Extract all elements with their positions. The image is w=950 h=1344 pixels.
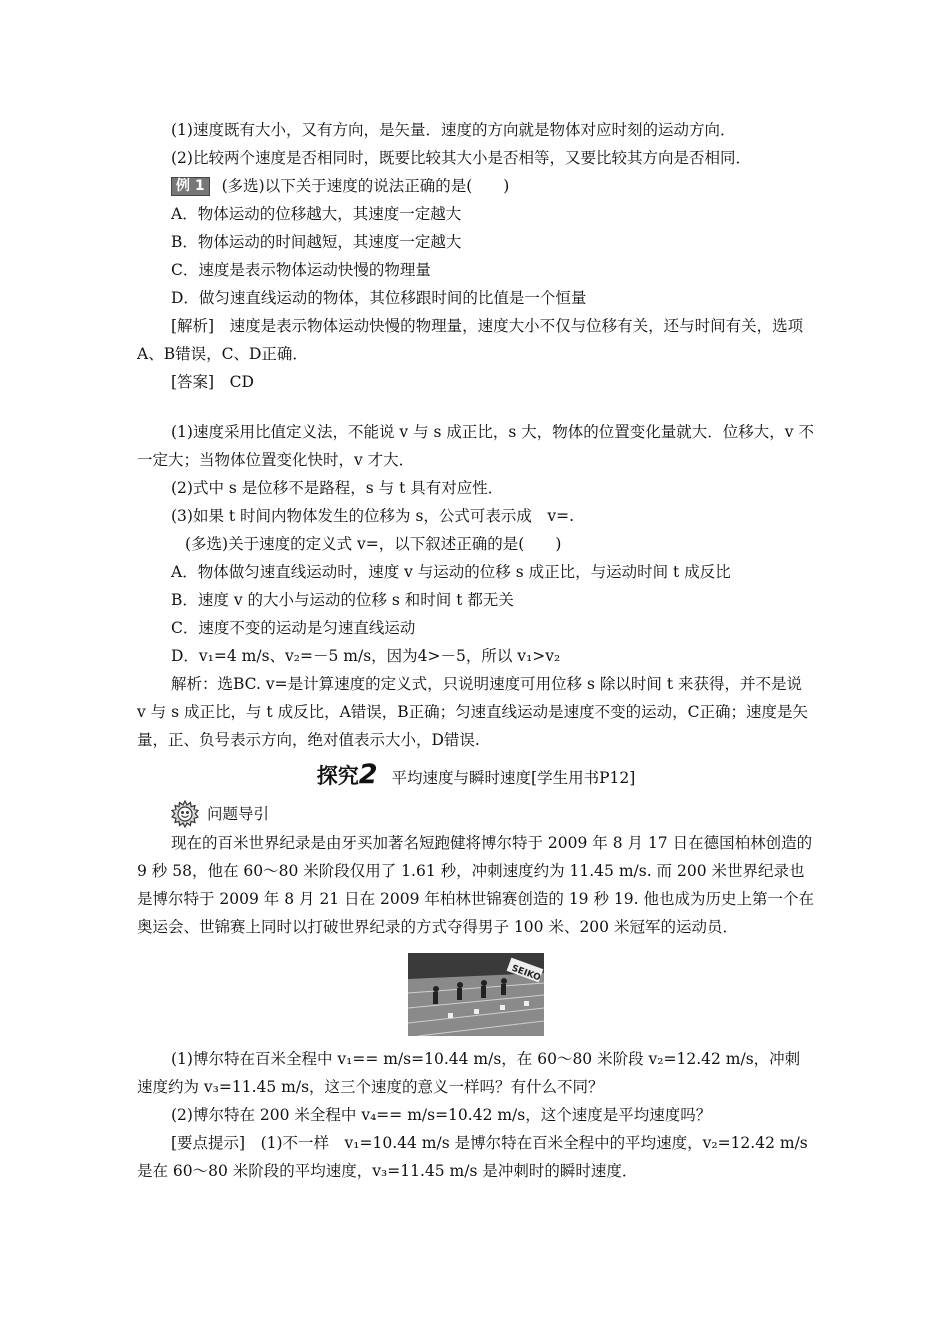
note-paragraph: (1)速度既有大小，又有方向，是矢量．速度的方向就是物体对应时刻的运动方向． <box>171 121 736 139</box>
spacer <box>137 396 815 418</box>
option-c: C．速度是表示物体运动快慢的物理量 <box>171 261 431 279</box>
photo-sign-text: SEIKO <box>510 963 542 984</box>
question-paragraph: (1)博尔特在百米全程中 v₁== m/s=10.44 m/s，在 60～80 米阶段 v₂=12.42 m/s，冲刺速度约为 v₃=11.45 m/s，这三个速度的意义一样吗？有什么不同？ <box>137 1050 801 1096</box>
note-paragraph: (2)比较两个速度是否相同时，既要比较其大小是否相等，又要比较其方向是否相同． <box>171 149 751 167</box>
section-heading <box>137 756 815 797</box>
exercise-option-d: D．v₁=4 m/s、v₂=－5 m/s，因为4>－5，所以 v₁>v₂ <box>171 647 561 665</box>
exercise-option-b: B．速度 v 的大小与运动的位移 s 和时间 t 都无关 <box>171 591 514 609</box>
photo-container <box>137 941 815 1045</box>
content <box>137 116 815 1185</box>
analysis-paragraph: [解析] 速度是表示物体运动快慢的物理量，速度大小不仅与位移有关，还与时间有关，选项A、B错误，C、D正确． <box>137 317 804 363</box>
answer-line: [答案] CD <box>171 373 254 391</box>
note-paragraph: (3)如果 t 时间内物体发生的位移为 s，公式可表示成 v=. <box>171 507 575 525</box>
example-badge: 例 1 <box>171 177 210 196</box>
section-number: 2 <box>358 759 378 790</box>
note-paragraph: (2)式中 s 是位移不是路程，s 与 t 具有对应性． <box>171 479 504 497</box>
exercise-analysis: 解析：选BC. v=是计算速度的定义式，只说明速度可用位移 s 除以时间 t 来获得，并不是说 v 与 s 成正比，与 t 成反比，A错误，B正确；匀速直线运动是速度不变的运动，C正确；速度是矢量，正、负号表示方向，绝对值表示大小，D错误. <box>137 675 809 749</box>
option-d: D．做匀速直线运动的物体，其位移跟时间的比值是一个恒量 <box>171 289 587 307</box>
option-a: A．物体运动的位移越大，其速度一定越大 <box>171 205 462 223</box>
question-paragraph: (2)博尔特在 200 米全程中 v₄== m/s=10.42 m/s，这个速度是平均速度吗？ <box>171 1106 712 1124</box>
tips-paragraph: [要点提示] (1)不一样 v₁=10.44 m/s 是博尔特在百米全程中的平均速度，v₂=12.42 m/s 是在 60～80 米阶段的平均速度，v₃=11.45 m/s 是冲刺时的瞬时速度． <box>137 1134 808 1180</box>
guide-label: 问题导引 <box>207 805 270 823</box>
sprint-race-photo <box>408 953 544 1036</box>
exercise-option-a: A．物体做匀速直线运动时，速度 v 与运动的位移 s 成正比，与运动时间 t 成反比 <box>171 563 731 581</box>
section-heading-label: 探究 <box>316 764 359 788</box>
example-stem-text: (多选)以下关于速度的说法正确的是( ) <box>221 177 510 195</box>
note-paragraph: (1)速度采用比值定义法，不能说 v 与 s 成正比，s 大，物体的位置变化量就大．位移大，v 不一定大；当物体位置变化快时，v 才大． <box>137 423 814 469</box>
exercise-option-c: C．速度不变的运动是匀速直线运动 <box>171 619 416 637</box>
example-stem <box>137 172 815 200</box>
question-guide <box>137 799 815 829</box>
option-b: B．物体运动的时间越短，其速度一定越大 <box>171 233 462 251</box>
smiley-sun-icon <box>171 800 199 828</box>
section-title: 平均速度与瞬时速度[学生用书P12] <box>391 769 636 787</box>
exercise-stem: (多选)关于速度的定义式 v=，以下叙述正确的是( ) <box>185 535 562 553</box>
passage-paragraph: 现在的百米世界纪录是由牙买加著名短跑健将博尔特于 2009 年 8 月 17 日在德国柏林创造的 9 秒 58，他在 60～80 米阶段仅用了 1.61 秒，冲刺速度约为 11.45 m/s. 而 200 米世界纪录也是博尔特于 2009 年 8 月 21 日在 2009 年柏林世锦赛创造的 19 秒 19. 他也成为历史上第一个在奥运会、世锦赛上同时以打破世界纪录的方式夺得男子 100 米、200 米冠军的运动员． <box>137 834 814 936</box>
